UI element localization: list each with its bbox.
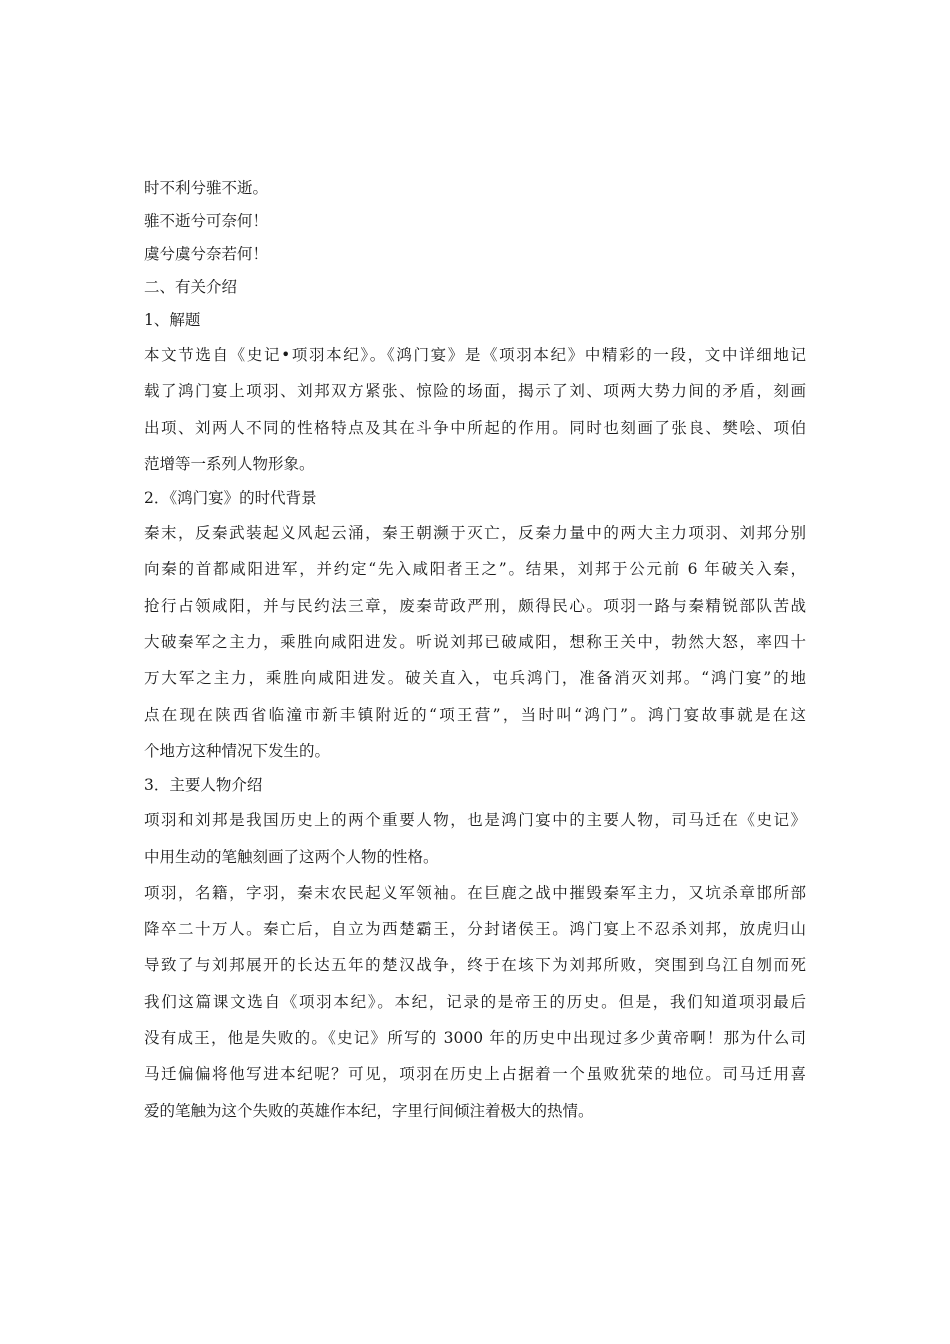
poem-line-1: 时不利兮骓不逝。 xyxy=(144,179,269,197)
sub3-para2-line-1: 项羽，名籍，字羽，秦末农民起义军领袖。在巨鹿之战中摧毁秦军主力，又坑杀章邯所部 xyxy=(144,883,806,902)
sub3-heading: 3．主要人物介绍 xyxy=(144,776,263,795)
sub2-line-3: 抢行占领咸阳，并与民约法三章，废秦苛政严刑，颇得民心。项羽一路与秦精锐部队苦战 xyxy=(144,596,806,615)
poem-line-2: 骓不逝兮可奈何！ xyxy=(144,212,269,230)
sub2-line-5: 万大军之主力，乘胜向咸阳进发。破关直入，屯兵鸿门，准备消灭刘邦。“鸿门宴”的地 xyxy=(144,669,806,688)
sub1-line-1: 本文节选自《史记•项羽本纪》。《鸿门宴》是《项羽本纪》中精彩的一段，文中详细地记 xyxy=(144,346,806,364)
sub1-line-4: 范增等一系列人物形象。 xyxy=(144,454,315,473)
sub1-heading: 1、解题 xyxy=(144,311,201,329)
sub2-line-1: 秦末，反秦武装起义风起云涌，秦王朝濒于灭亡，反秦力量中的两大主力项羽、刘邦分别 xyxy=(144,524,806,543)
poem-line-3: 虞兮虞兮奈若何！ xyxy=(144,245,269,263)
sub2-line-4: 大破秦军之主力，乘胜向咸阳进发。听说刘邦已破咸阳，想称王关中，勃然大怒，率四十 xyxy=(144,633,806,652)
sub3-para2-line-7: 爱的笔触为这个失败的英雄作本纪，字里行间倾注着极大的热情。 xyxy=(144,1101,594,1120)
sub2-line-6: 点在现在陕西省临潼市新丰镇附近的“项王营”，当时叫“鸿门”。鸿门宴故事就是在这 xyxy=(144,705,806,724)
sub3-para2-line-6: 马迁偏偏将他写进本纪呢？可见，项羽在历史上占据着一个虽败犹荣的地位。司马迁用喜 xyxy=(144,1065,806,1084)
sub3-para2-line-5: 没有成王，他是失败的。《史记》所写的 3000 年的历史中出现过多少黄帝啊！那为什么司 xyxy=(144,1029,806,1048)
sub3-para1-line-2: 中用生动的笔触刻画了这两个人物的性格。 xyxy=(144,847,439,866)
sub2-line-7: 个地方这种情况下发生的。 xyxy=(144,741,331,760)
sub1-line-3: 出项、刘两人不同的性格特点及其在斗争中所起的作用。同时也刻画了张良、樊哙、项伯 xyxy=(144,418,806,437)
document-body xyxy=(144,172,806,1129)
sub2-line-2: 向秦的首都咸阳进军，并约定“先入咸阳者王之”。结果，刘邦于公元前 6 年破关入秦， xyxy=(144,560,806,579)
sub3-para1-line-1: 项羽和刘邦是我国历史上的两个重要人物，也是鸿门宴中的主要人物，司马迁在《史记》 xyxy=(144,811,806,830)
sub3-para2-line-4: 我们这篇课文选自《项羽本纪》。本纪，记录的是帝王的历史。但是，我们知道项羽最后 xyxy=(144,992,806,1011)
sub1-line-2: 载了鸿门宴上项羽、刘邦双方紧张、惊险的场面，揭示了刘、项两大势力间的矛盾，刻画 xyxy=(144,382,806,401)
sub2-heading: 2．《鸿门宴》的时代背景 xyxy=(144,489,317,508)
sub3-para2-line-3: 导致了与刘邦展开的长达五年的楚汉战争，终于在垓下为刘邦所败，突围到乌江自刎而死 xyxy=(144,956,806,975)
section-heading: 二、有关介绍 xyxy=(144,278,238,296)
sub3-para2-line-2: 降卒二十万人。秦亡后，自立为西楚霸王，分封诸侯王。鸿门宴上不忍杀刘邦，放虎归山 xyxy=(144,920,806,939)
